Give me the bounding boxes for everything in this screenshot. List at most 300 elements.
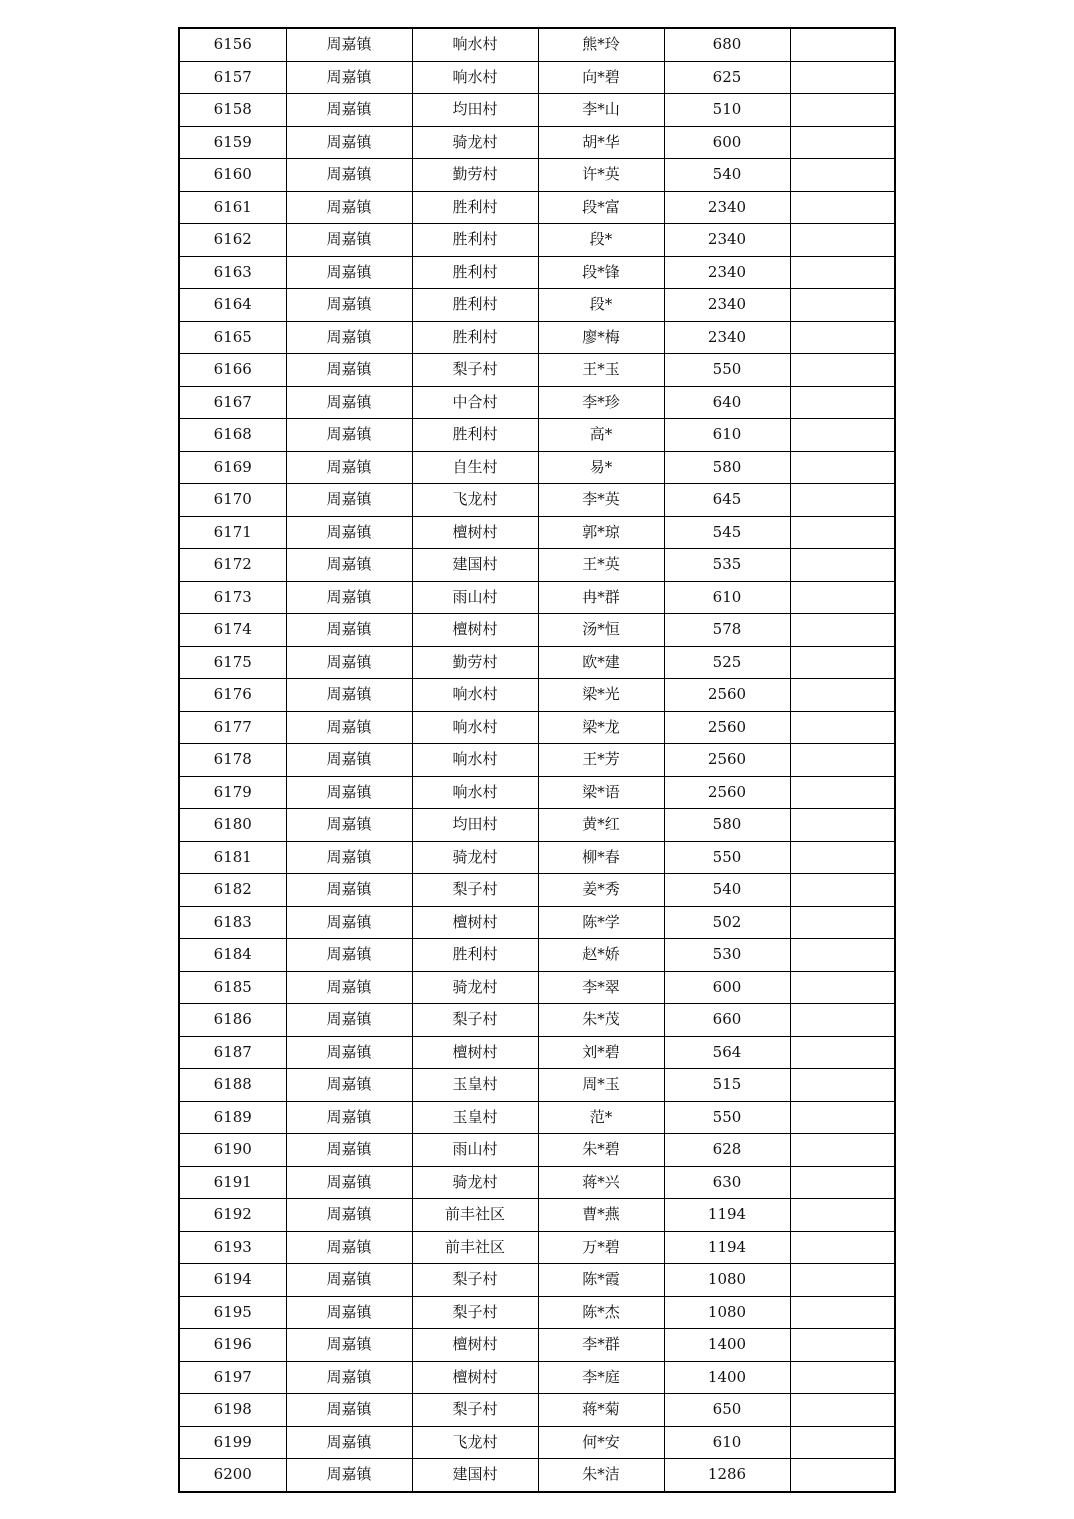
cell-index: 6158 — [179, 94, 286, 127]
cell-name: 王*英 — [538, 549, 664, 582]
table-row — [179, 419, 895, 452]
cell-remark — [790, 61, 895, 94]
table-row — [179, 971, 895, 1004]
cell-remark — [790, 1004, 895, 1037]
cell-remark — [790, 939, 895, 972]
table-row — [179, 126, 895, 159]
cell-remark — [790, 126, 895, 159]
cell-village: 勤劳村 — [412, 159, 538, 192]
table-row — [179, 1426, 895, 1459]
cell-amount: 628 — [664, 1134, 790, 1167]
cell-town: 周嘉镇 — [286, 1004, 412, 1037]
cell-village: 胜利村 — [412, 939, 538, 972]
cell-amount: 540 — [664, 874, 790, 907]
table-row — [179, 874, 895, 907]
cell-town: 周嘉镇 — [286, 256, 412, 289]
cell-remark — [790, 1426, 895, 1459]
cell-amount: 2340 — [664, 191, 790, 224]
cell-name: 刘*碧 — [538, 1036, 664, 1069]
table-row — [179, 354, 895, 387]
cell-town: 周嘉镇 — [286, 1101, 412, 1134]
cell-index: 6178 — [179, 744, 286, 777]
cell-name: 向*碧 — [538, 61, 664, 94]
cell-village: 雨山村 — [412, 1134, 538, 1167]
cell-amount: 1080 — [664, 1264, 790, 1297]
cell-name: 冉*群 — [538, 581, 664, 614]
cell-amount: 502 — [664, 906, 790, 939]
cell-town: 周嘉镇 — [286, 1394, 412, 1427]
cell-remark — [790, 224, 895, 257]
cell-town: 周嘉镇 — [286, 224, 412, 257]
cell-name: 柳*春 — [538, 841, 664, 874]
cell-village: 响水村 — [412, 61, 538, 94]
cell-remark — [790, 1231, 895, 1264]
cell-town: 周嘉镇 — [286, 549, 412, 582]
table-row — [179, 516, 895, 549]
cell-amount: 680 — [664, 28, 790, 61]
cell-index: 6198 — [179, 1394, 286, 1427]
cell-name: 李*庭 — [538, 1361, 664, 1394]
table-row — [179, 809, 895, 842]
cell-index: 6186 — [179, 1004, 286, 1037]
cell-amount: 530 — [664, 939, 790, 972]
table-row — [179, 159, 895, 192]
table-body — [179, 28, 895, 1492]
cell-town: 周嘉镇 — [286, 419, 412, 452]
table-row — [179, 256, 895, 289]
cell-remark — [790, 159, 895, 192]
cell-remark — [790, 1264, 895, 1297]
cell-town: 周嘉镇 — [286, 126, 412, 159]
data-table — [178, 27, 896, 1493]
cell-village: 响水村 — [412, 679, 538, 712]
cell-remark — [790, 1361, 895, 1394]
cell-town: 周嘉镇 — [286, 321, 412, 354]
cell-amount: 610 — [664, 581, 790, 614]
cell-town: 周嘉镇 — [286, 1036, 412, 1069]
cell-amount: 610 — [664, 419, 790, 452]
table-row — [179, 61, 895, 94]
table-row — [179, 1134, 895, 1167]
cell-index: 6172 — [179, 549, 286, 582]
cell-index: 6176 — [179, 679, 286, 712]
table-row — [179, 841, 895, 874]
cell-town: 周嘉镇 — [286, 1264, 412, 1297]
cell-amount: 1194 — [664, 1231, 790, 1264]
cell-town: 周嘉镇 — [286, 1199, 412, 1232]
cell-index: 6164 — [179, 289, 286, 322]
cell-village: 响水村 — [412, 711, 538, 744]
cell-name: 蒋*菊 — [538, 1394, 664, 1427]
cell-name: 李*翠 — [538, 971, 664, 1004]
cell-amount: 640 — [664, 386, 790, 419]
cell-index: 6199 — [179, 1426, 286, 1459]
cell-town: 周嘉镇 — [286, 1231, 412, 1264]
table-row — [179, 1329, 895, 1362]
cell-index: 6200 — [179, 1459, 286, 1492]
cell-village: 胜利村 — [412, 224, 538, 257]
table-row — [179, 614, 895, 647]
table-row — [179, 94, 895, 127]
cell-amount: 515 — [664, 1069, 790, 1102]
cell-index: 6156 — [179, 28, 286, 61]
cell-name: 梁*语 — [538, 776, 664, 809]
cell-name: 赵*娇 — [538, 939, 664, 972]
cell-index: 6161 — [179, 191, 286, 224]
cell-amount: 545 — [664, 516, 790, 549]
cell-remark — [790, 549, 895, 582]
cell-village: 胜利村 — [412, 289, 538, 322]
table-row — [179, 679, 895, 712]
cell-name: 朱*碧 — [538, 1134, 664, 1167]
cell-index: 6182 — [179, 874, 286, 907]
cell-index: 6194 — [179, 1264, 286, 1297]
cell-town: 周嘉镇 — [286, 906, 412, 939]
cell-amount: 550 — [664, 841, 790, 874]
cell-name: 郭*琼 — [538, 516, 664, 549]
cell-town: 周嘉镇 — [286, 61, 412, 94]
cell-amount: 600 — [664, 126, 790, 159]
cell-name: 周*玉 — [538, 1069, 664, 1102]
table-row — [179, 1296, 895, 1329]
cell-remark — [790, 971, 895, 1004]
cell-name: 朱*洁 — [538, 1459, 664, 1492]
cell-name: 段* — [538, 289, 664, 322]
cell-remark — [790, 581, 895, 614]
cell-village: 中合村 — [412, 386, 538, 419]
cell-village: 玉皇村 — [412, 1069, 538, 1102]
cell-index: 6184 — [179, 939, 286, 972]
cell-amount: 610 — [664, 1426, 790, 1459]
cell-village: 梨子村 — [412, 1394, 538, 1427]
cell-amount: 2560 — [664, 679, 790, 712]
cell-name: 梁*光 — [538, 679, 664, 712]
cell-amount: 645 — [664, 484, 790, 517]
cell-amount: 1400 — [664, 1361, 790, 1394]
cell-town: 周嘉镇 — [286, 1459, 412, 1492]
cell-remark — [790, 516, 895, 549]
table-row — [179, 776, 895, 809]
cell-amount: 600 — [664, 971, 790, 1004]
cell-town: 周嘉镇 — [286, 516, 412, 549]
cell-amount: 1400 — [664, 1329, 790, 1362]
cell-remark — [790, 776, 895, 809]
table-row — [179, 451, 895, 484]
cell-index: 6157 — [179, 61, 286, 94]
cell-remark — [790, 386, 895, 419]
cell-index: 6169 — [179, 451, 286, 484]
cell-index: 6165 — [179, 321, 286, 354]
cell-name: 胡*华 — [538, 126, 664, 159]
cell-town: 周嘉镇 — [286, 581, 412, 614]
cell-village: 响水村 — [412, 28, 538, 61]
cell-remark — [790, 321, 895, 354]
cell-remark — [790, 354, 895, 387]
cell-remark — [790, 451, 895, 484]
cell-village: 骑龙村 — [412, 126, 538, 159]
cell-index: 6175 — [179, 646, 286, 679]
cell-remark — [790, 906, 895, 939]
cell-index: 6195 — [179, 1296, 286, 1329]
cell-remark — [790, 744, 895, 777]
cell-town: 周嘉镇 — [286, 354, 412, 387]
cell-remark — [790, 419, 895, 452]
cell-index: 6177 — [179, 711, 286, 744]
cell-index: 6191 — [179, 1166, 286, 1199]
cell-name: 欧*建 — [538, 646, 664, 679]
cell-village: 建国村 — [412, 549, 538, 582]
cell-village: 檀树村 — [412, 614, 538, 647]
cell-town: 周嘉镇 — [286, 711, 412, 744]
cell-amount: 564 — [664, 1036, 790, 1069]
cell-name: 王*玉 — [538, 354, 664, 387]
cell-town: 周嘉镇 — [286, 939, 412, 972]
cell-amount: 2340 — [664, 224, 790, 257]
cell-remark — [790, 1459, 895, 1492]
cell-index: 6162 — [179, 224, 286, 257]
cell-name: 许*英 — [538, 159, 664, 192]
cell-town: 周嘉镇 — [286, 451, 412, 484]
cell-index: 6181 — [179, 841, 286, 874]
cell-amount: 630 — [664, 1166, 790, 1199]
cell-village: 自生村 — [412, 451, 538, 484]
cell-index: 6171 — [179, 516, 286, 549]
cell-village: 胜利村 — [412, 191, 538, 224]
table-row — [179, 1394, 895, 1427]
cell-village: 骑龙村 — [412, 841, 538, 874]
cell-amount: 650 — [664, 1394, 790, 1427]
cell-name: 李*山 — [538, 94, 664, 127]
cell-town: 周嘉镇 — [286, 1361, 412, 1394]
cell-index: 6179 — [179, 776, 286, 809]
cell-name: 汤*恒 — [538, 614, 664, 647]
cell-amount: 580 — [664, 451, 790, 484]
cell-name: 范* — [538, 1101, 664, 1134]
cell-index: 6168 — [179, 419, 286, 452]
table-row — [179, 1264, 895, 1297]
cell-village: 前丰社区 — [412, 1231, 538, 1264]
cell-amount: 625 — [664, 61, 790, 94]
cell-name: 陈*学 — [538, 906, 664, 939]
cell-remark — [790, 679, 895, 712]
cell-index: 6180 — [179, 809, 286, 842]
cell-remark — [790, 191, 895, 224]
cell-amount: 1080 — [664, 1296, 790, 1329]
cell-town: 周嘉镇 — [286, 386, 412, 419]
cell-name: 李*英 — [538, 484, 664, 517]
cell-amount: 2560 — [664, 711, 790, 744]
cell-town: 周嘉镇 — [286, 614, 412, 647]
cell-amount: 2340 — [664, 289, 790, 322]
cell-remark — [790, 28, 895, 61]
cell-remark — [790, 1036, 895, 1069]
cell-amount: 540 — [664, 159, 790, 192]
cell-name: 陈*霞 — [538, 1264, 664, 1297]
cell-town: 周嘉镇 — [286, 809, 412, 842]
cell-village: 均田村 — [412, 809, 538, 842]
cell-village: 玉皇村 — [412, 1101, 538, 1134]
cell-village: 响水村 — [412, 744, 538, 777]
table-row — [179, 224, 895, 257]
table-row — [179, 1166, 895, 1199]
cell-remark — [790, 289, 895, 322]
cell-village: 檀树村 — [412, 1361, 538, 1394]
cell-index: 6185 — [179, 971, 286, 1004]
cell-village: 雨山村 — [412, 581, 538, 614]
cell-village: 勤劳村 — [412, 646, 538, 679]
cell-village: 骑龙村 — [412, 971, 538, 1004]
cell-village: 胜利村 — [412, 419, 538, 452]
table-row — [179, 549, 895, 582]
cell-village: 响水村 — [412, 776, 538, 809]
table-row — [179, 1069, 895, 1102]
cell-town: 周嘉镇 — [286, 289, 412, 322]
cell-name: 王*芳 — [538, 744, 664, 777]
cell-name: 易* — [538, 451, 664, 484]
cell-name: 蒋*兴 — [538, 1166, 664, 1199]
cell-town: 周嘉镇 — [286, 1329, 412, 1362]
table-row — [179, 1101, 895, 1134]
cell-amount: 550 — [664, 354, 790, 387]
table-row — [179, 1231, 895, 1264]
table-row — [179, 1459, 895, 1492]
table-row — [179, 321, 895, 354]
cell-name: 曹*燕 — [538, 1199, 664, 1232]
cell-remark — [790, 1101, 895, 1134]
cell-index: 6189 — [179, 1101, 286, 1134]
cell-remark — [790, 646, 895, 679]
cell-amount: 2560 — [664, 776, 790, 809]
cell-amount: 535 — [664, 549, 790, 582]
cell-name: 姜*秀 — [538, 874, 664, 907]
cell-remark — [790, 1329, 895, 1362]
cell-remark — [790, 1394, 895, 1427]
cell-town: 周嘉镇 — [286, 191, 412, 224]
cell-village: 梨子村 — [412, 874, 538, 907]
cell-village: 均田村 — [412, 94, 538, 127]
table-row — [179, 744, 895, 777]
cell-name: 熊*玲 — [538, 28, 664, 61]
cell-remark — [790, 1296, 895, 1329]
cell-index: 6197 — [179, 1361, 286, 1394]
cell-village: 建国村 — [412, 1459, 538, 1492]
cell-village: 梨子村 — [412, 1264, 538, 1297]
table-row — [179, 711, 895, 744]
cell-amount: 660 — [664, 1004, 790, 1037]
cell-index: 6174 — [179, 614, 286, 647]
cell-index: 6163 — [179, 256, 286, 289]
cell-village: 檀树村 — [412, 516, 538, 549]
cell-amount: 580 — [664, 809, 790, 842]
cell-index: 6173 — [179, 581, 286, 614]
cell-amount: 578 — [664, 614, 790, 647]
cell-village: 前丰社区 — [412, 1199, 538, 1232]
cell-remark — [790, 809, 895, 842]
cell-town: 周嘉镇 — [286, 1134, 412, 1167]
cell-name: 陈*杰 — [538, 1296, 664, 1329]
table-row — [179, 28, 895, 61]
table-row — [179, 1361, 895, 1394]
cell-name: 何*安 — [538, 1426, 664, 1459]
cell-name: 段* — [538, 224, 664, 257]
cell-amount: 550 — [664, 1101, 790, 1134]
table-row — [179, 386, 895, 419]
cell-town: 周嘉镇 — [286, 841, 412, 874]
cell-village: 骑龙村 — [412, 1166, 538, 1199]
cell-amount: 2340 — [664, 256, 790, 289]
cell-town: 周嘉镇 — [286, 28, 412, 61]
cell-town: 周嘉镇 — [286, 744, 412, 777]
cell-village: 胜利村 — [412, 256, 538, 289]
cell-amount: 1194 — [664, 1199, 790, 1232]
cell-name: 朱*茂 — [538, 1004, 664, 1037]
table-row — [179, 1199, 895, 1232]
cell-amount: 510 — [664, 94, 790, 127]
cell-remark — [790, 1069, 895, 1102]
cell-town: 周嘉镇 — [286, 1166, 412, 1199]
cell-index: 6196 — [179, 1329, 286, 1362]
cell-remark — [790, 1134, 895, 1167]
cell-amount: 2340 — [664, 321, 790, 354]
cell-index: 6187 — [179, 1036, 286, 1069]
cell-town: 周嘉镇 — [286, 646, 412, 679]
cell-index: 6188 — [179, 1069, 286, 1102]
cell-index: 6183 — [179, 906, 286, 939]
cell-remark — [790, 1199, 895, 1232]
table-row — [179, 289, 895, 322]
cell-village: 飞龙村 — [412, 1426, 538, 1459]
table-row — [179, 1036, 895, 1069]
cell-village: 梨子村 — [412, 1004, 538, 1037]
cell-village: 胜利村 — [412, 321, 538, 354]
cell-name: 高* — [538, 419, 664, 452]
cell-index: 6167 — [179, 386, 286, 419]
cell-village: 梨子村 — [412, 354, 538, 387]
cell-index: 6193 — [179, 1231, 286, 1264]
cell-town: 周嘉镇 — [286, 484, 412, 517]
cell-name: 梁*龙 — [538, 711, 664, 744]
cell-town: 周嘉镇 — [286, 159, 412, 192]
cell-remark — [790, 484, 895, 517]
cell-amount: 2560 — [664, 744, 790, 777]
cell-village: 檀树村 — [412, 906, 538, 939]
cell-name: 李*群 — [538, 1329, 664, 1362]
cell-index: 6159 — [179, 126, 286, 159]
table-row — [179, 484, 895, 517]
cell-remark — [790, 256, 895, 289]
cell-name: 段*富 — [538, 191, 664, 224]
table-row — [179, 191, 895, 224]
cell-index: 6170 — [179, 484, 286, 517]
cell-town: 周嘉镇 — [286, 1296, 412, 1329]
table-row — [179, 906, 895, 939]
cell-name: 黄*红 — [538, 809, 664, 842]
cell-village: 飞龙村 — [412, 484, 538, 517]
cell-remark — [790, 614, 895, 647]
cell-village: 檀树村 — [412, 1036, 538, 1069]
cell-remark — [790, 94, 895, 127]
cell-town: 周嘉镇 — [286, 679, 412, 712]
cell-index: 6160 — [179, 159, 286, 192]
table-row — [179, 646, 895, 679]
cell-index: 6190 — [179, 1134, 286, 1167]
cell-name: 万*碧 — [538, 1231, 664, 1264]
table-row — [179, 581, 895, 614]
cell-index: 6192 — [179, 1199, 286, 1232]
cell-town: 周嘉镇 — [286, 971, 412, 1004]
cell-town: 周嘉镇 — [286, 1426, 412, 1459]
cell-remark — [790, 841, 895, 874]
